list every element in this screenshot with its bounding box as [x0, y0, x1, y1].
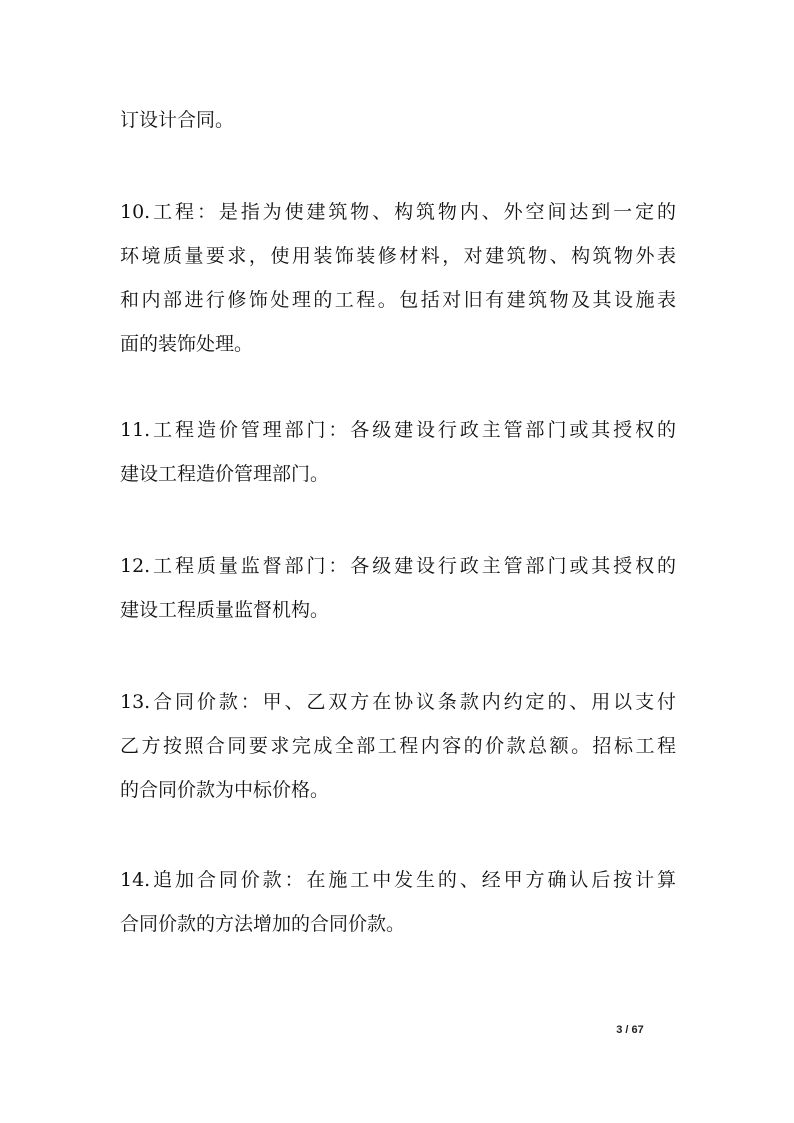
text-line: 环境质量要求，使用装饰装修材料，对建筑物、构筑物外表	[120, 245, 676, 267]
paragraph-14-additional-contract-price	[120, 858, 676, 946]
text-line: 合同价款的方法增加的合同价款。	[120, 913, 406, 935]
text-line: 11.工程造价管理部门：各级建设行政主管部门或其授权的	[120, 419, 676, 441]
paragraph-12-quality-supervision-dept	[120, 544, 676, 632]
text-line: 12.工程质量监督部门：各级建设行政主管部门或其授权的	[120, 555, 676, 577]
text-line: 订设计合同。	[120, 109, 235, 131]
text-line: 建设工程质量监督机构。	[120, 599, 330, 621]
paragraph-10-definition-engineering	[120, 190, 676, 366]
text-line: 建设工程造价管理部门。	[120, 463, 330, 485]
page-number: 3 / 67	[616, 1024, 644, 1036]
text-line: 和内部进行修饰处理的工程。包括对旧有建筑物及其设施表	[120, 289, 676, 311]
paragraph-11-cost-management-dept	[120, 408, 676, 496]
text-line: 乙方按照合同要求完成全部工程内容的价款总额。招标工程	[120, 735, 676, 757]
text-line: 13.合同价款：甲、乙双方在协议条款内约定的、用以支付	[120, 691, 676, 713]
text-line: 面的装饰处理。	[120, 333, 254, 355]
paragraph-13-contract-price	[120, 680, 676, 812]
text-line: 10.工程：是指为使建筑物、构筑物内、外空间达到一定的	[120, 201, 676, 223]
text-line: 的合同价款为中标价格。	[120, 779, 330, 801]
text-line: 14.追加合同价款：在施工中发生的、经甲方确认后按计算	[120, 869, 676, 891]
paragraph-9-continuation	[120, 98, 676, 142]
